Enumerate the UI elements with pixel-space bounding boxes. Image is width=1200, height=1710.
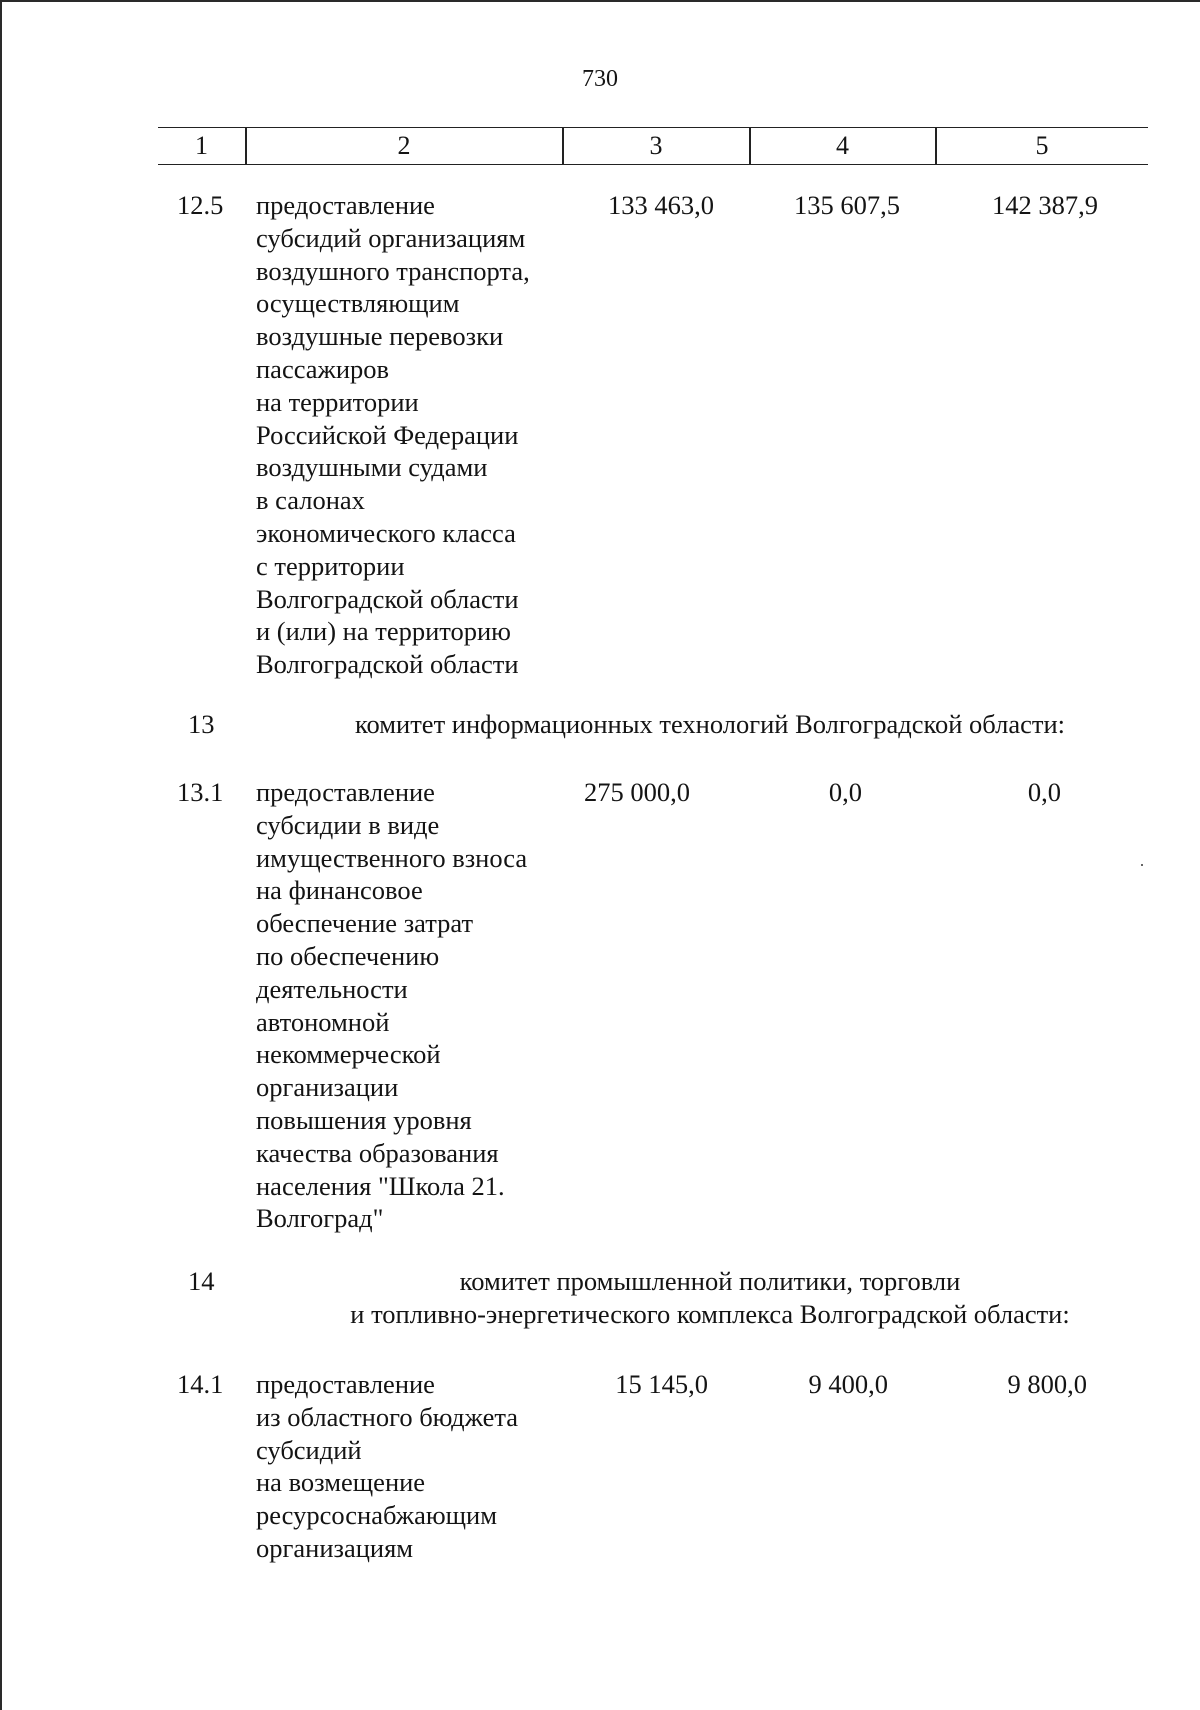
header-col-2: 2 bbox=[397, 131, 411, 160]
section-number: 13 bbox=[188, 709, 215, 739]
value-col-3: 275 000,0 bbox=[584, 777, 690, 807]
description-line: из областного бюджета bbox=[256, 1401, 518, 1432]
header-col-4: 4 bbox=[836, 131, 849, 160]
description-line: деятельности bbox=[256, 973, 408, 1004]
header-col-5: 5 bbox=[1035, 131, 1049, 160]
header-col-1: 1 bbox=[195, 131, 208, 160]
description-line: субсидий bbox=[256, 1434, 362, 1465]
description-line: некоммерческой bbox=[256, 1039, 441, 1070]
row-number: 13.1 bbox=[177, 777, 224, 807]
description-line: воздушные перевозки bbox=[256, 321, 504, 352]
section-title-line: комитет промышленной политики, торговли bbox=[459, 1266, 961, 1296]
description-line: экономического класса bbox=[256, 517, 516, 548]
table-header bbox=[158, 127, 1148, 165]
description-line: предоставление bbox=[256, 1369, 435, 1399]
page-number: 730 bbox=[582, 66, 618, 92]
description-line: автономной bbox=[256, 1006, 390, 1037]
description-line: Волгоградской области bbox=[256, 583, 519, 614]
section-title-line: комитет информационных технологий Волгоградской области: bbox=[355, 709, 1065, 739]
row-description bbox=[256, 1368, 518, 1565]
section-title bbox=[230, 1265, 1190, 1331]
value-col-3: 133 463,0 bbox=[608, 190, 714, 220]
description-line: качества образования bbox=[256, 1137, 499, 1168]
value-col-3: 15 145,0 bbox=[615, 1369, 708, 1399]
description-line: Волгоградской области bbox=[256, 649, 519, 680]
scan-edge-top bbox=[0, 0, 1200, 2]
description-line: организациям bbox=[256, 1532, 414, 1563]
description-line: в салонах bbox=[256, 485, 365, 516]
value-col-4: 135 607,5 bbox=[794, 190, 900, 220]
header-col-3: 3 bbox=[649, 131, 663, 160]
value-col-5: 0,0 bbox=[1027, 777, 1061, 807]
description-line: с территории bbox=[256, 550, 405, 581]
description-line: воздушными судами bbox=[256, 452, 488, 483]
description-line: имущественного взноса bbox=[256, 842, 528, 873]
description-line: повышения уровня bbox=[256, 1104, 472, 1135]
description-line: субсидий организациям bbox=[256, 222, 526, 253]
description-line: Волгоград" bbox=[256, 1203, 384, 1234]
section-title bbox=[230, 708, 1190, 741]
section-number: 14 bbox=[188, 1266, 215, 1296]
description-line: на территории bbox=[256, 386, 419, 417]
description-line: субсидии в виде bbox=[256, 809, 440, 840]
description-line: по обеспечению bbox=[256, 940, 440, 971]
row-description bbox=[256, 189, 530, 681]
description-line: осуществляющим bbox=[256, 288, 460, 319]
description-line: обеспечение затрат bbox=[256, 908, 474, 939]
scan-edge-left bbox=[0, 0, 2, 1710]
value-col-5: 9 800,0 bbox=[1007, 1369, 1087, 1399]
description-line: пассажиров bbox=[256, 353, 390, 384]
value-col-5: 142 387,9 bbox=[992, 190, 1098, 220]
row-number: 14.1 bbox=[177, 1369, 224, 1399]
description-line: населения "Школа 21. bbox=[256, 1170, 505, 1201]
description-line: воздушного транспорта, bbox=[256, 255, 530, 286]
description-line: предоставление bbox=[256, 777, 435, 807]
value-col-4: 0,0 bbox=[828, 777, 862, 807]
description-line: на финансовое bbox=[256, 875, 423, 906]
section-title-line: и топливно-энергетического комплекса Волгоградской области: bbox=[350, 1298, 1070, 1329]
description-line: и (или) на территорию bbox=[256, 616, 511, 647]
description-line: предоставление bbox=[256, 190, 435, 220]
description-line: ресурсоснабжающим bbox=[256, 1500, 498, 1531]
description-line: организации bbox=[256, 1072, 399, 1103]
scan-speck bbox=[1141, 864, 1143, 866]
row-number: 12.5 bbox=[177, 190, 224, 220]
description-line: Российской Федерации bbox=[256, 419, 519, 450]
description-line: на возмещение bbox=[256, 1467, 426, 1498]
value-col-4: 9 400,0 bbox=[808, 1369, 888, 1399]
row-description bbox=[256, 776, 527, 1235]
